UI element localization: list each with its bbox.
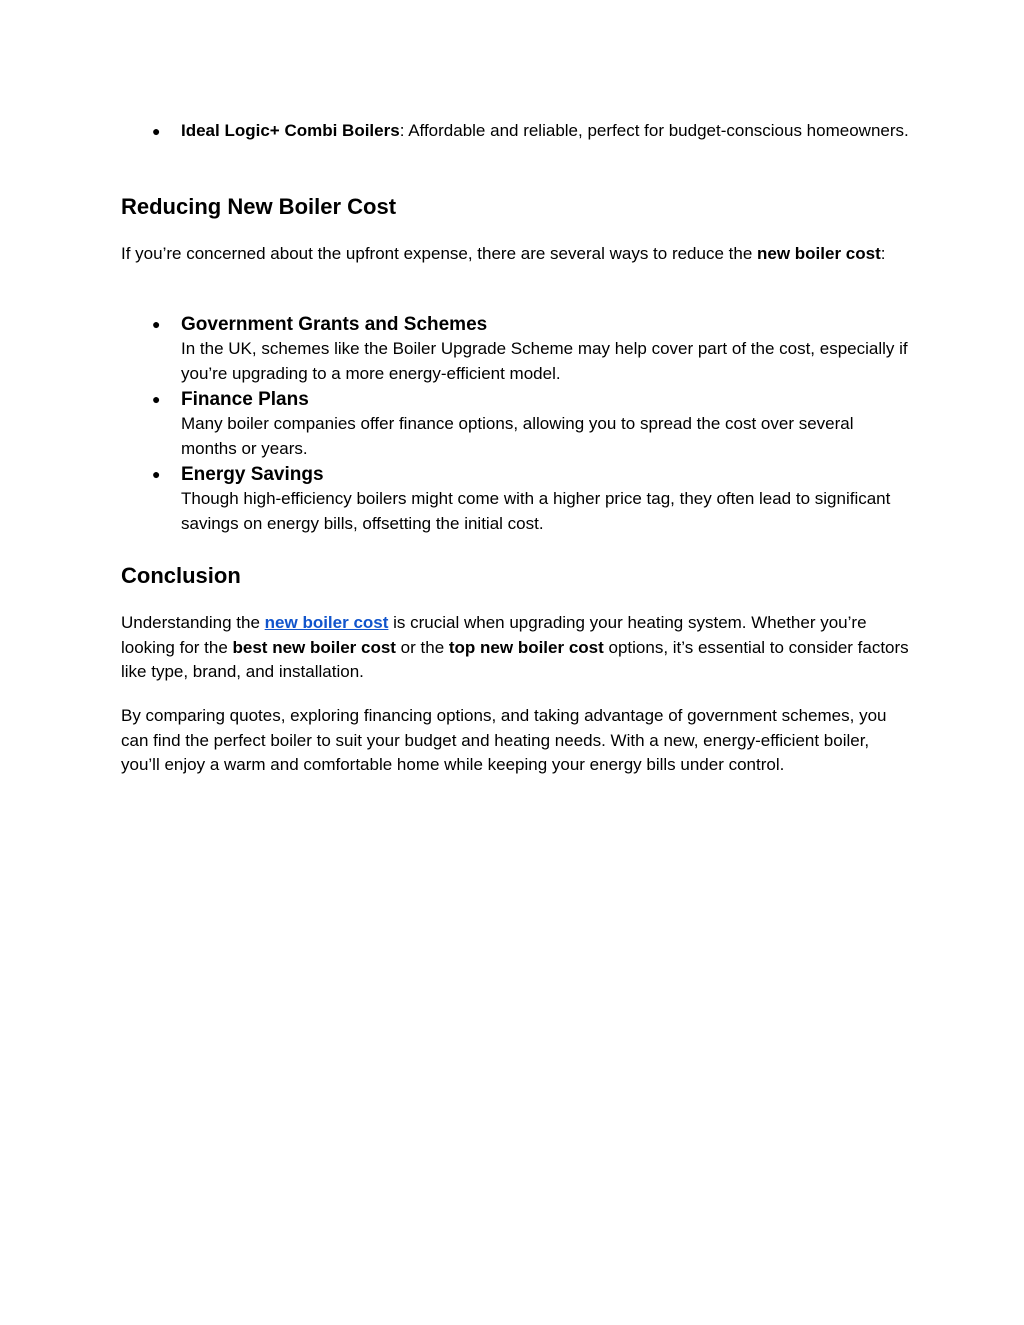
- conclusion-text: or the: [395, 637, 449, 657]
- conclusion-text: is crucial when upgrading your heating system. Whether you’re looking for the: [121, 613, 867, 657]
- conclusion-bold: top new boiler cost: [448, 637, 604, 657]
- reducing-options-list: [121, 312, 911, 536]
- bullet-icon: ●: [152, 466, 161, 482]
- new-boiler-cost-link[interactable]: new boiler cost: [264, 613, 389, 632]
- bullet-icon: ●: [152, 391, 161, 407]
- option-body: Many boiler companies offer finance options, allowing you to spread the cost over several months or years.: [181, 414, 854, 458]
- bullet-text: : Affordable and reliable, perfect for budget-conscious homeowners.: [399, 121, 909, 140]
- option-body: In the UK, schemes like the Boiler Upgrade Scheme may help cover part of the cost, especially if you’re upgrading to a more energy-efficient model.: [181, 339, 908, 383]
- list-item: [121, 119, 911, 144]
- conclusion-text: options, it’s essential to consider factors like type, brand, and installation.: [121, 637, 909, 681]
- conclusion-bold: best new boiler cost: [232, 637, 396, 657]
- reducing-intro-text: If you’re concerned about the upfront expense, there are several ways to reduce the: [121, 244, 757, 263]
- option-title: Energy Savings: [181, 464, 324, 485]
- section-heading-conclusion: Conclusion: [121, 563, 241, 588]
- conclusion-paragraph-1: [121, 611, 911, 685]
- conclusion-paragraph-2: By comparing quotes, exploring financing options, and taking advantage of government schemes, you can find the perfect boiler to suit your budget and heating needs. With a new, energy-efficient boiler, you’ll enjoy a warm and comfortable home while keeping your energy bills under control.: [121, 706, 887, 774]
- bullet-icon: ●: [152, 316, 161, 332]
- list-item: [121, 312, 911, 386]
- section-heading-reducing: Reducing New Boiler Cost: [121, 194, 397, 219]
- option-body: Though high-efficiency boilers might come with a higher price tag, they often lead to significant savings on energy bills, offsetting the initial cost.: [181, 489, 891, 533]
- reducing-intro-colon: :: [880, 244, 886, 263]
- conclusion-text: Understanding the: [121, 613, 265, 632]
- intro-bullet-list: [121, 119, 911, 144]
- list-item: [121, 387, 911, 461]
- option-title: Finance Plans: [181, 389, 309, 410]
- reducing-intro: [121, 242, 911, 267]
- list-item: [121, 462, 911, 536]
- reducing-intro-bold: new boiler cost: [757, 244, 881, 263]
- bullet-icon: ●: [152, 123, 161, 139]
- bullet-title: Ideal Logic+ Combi Boilers: [181, 121, 400, 140]
- option-title: Government Grants and Schemes: [181, 314, 488, 335]
